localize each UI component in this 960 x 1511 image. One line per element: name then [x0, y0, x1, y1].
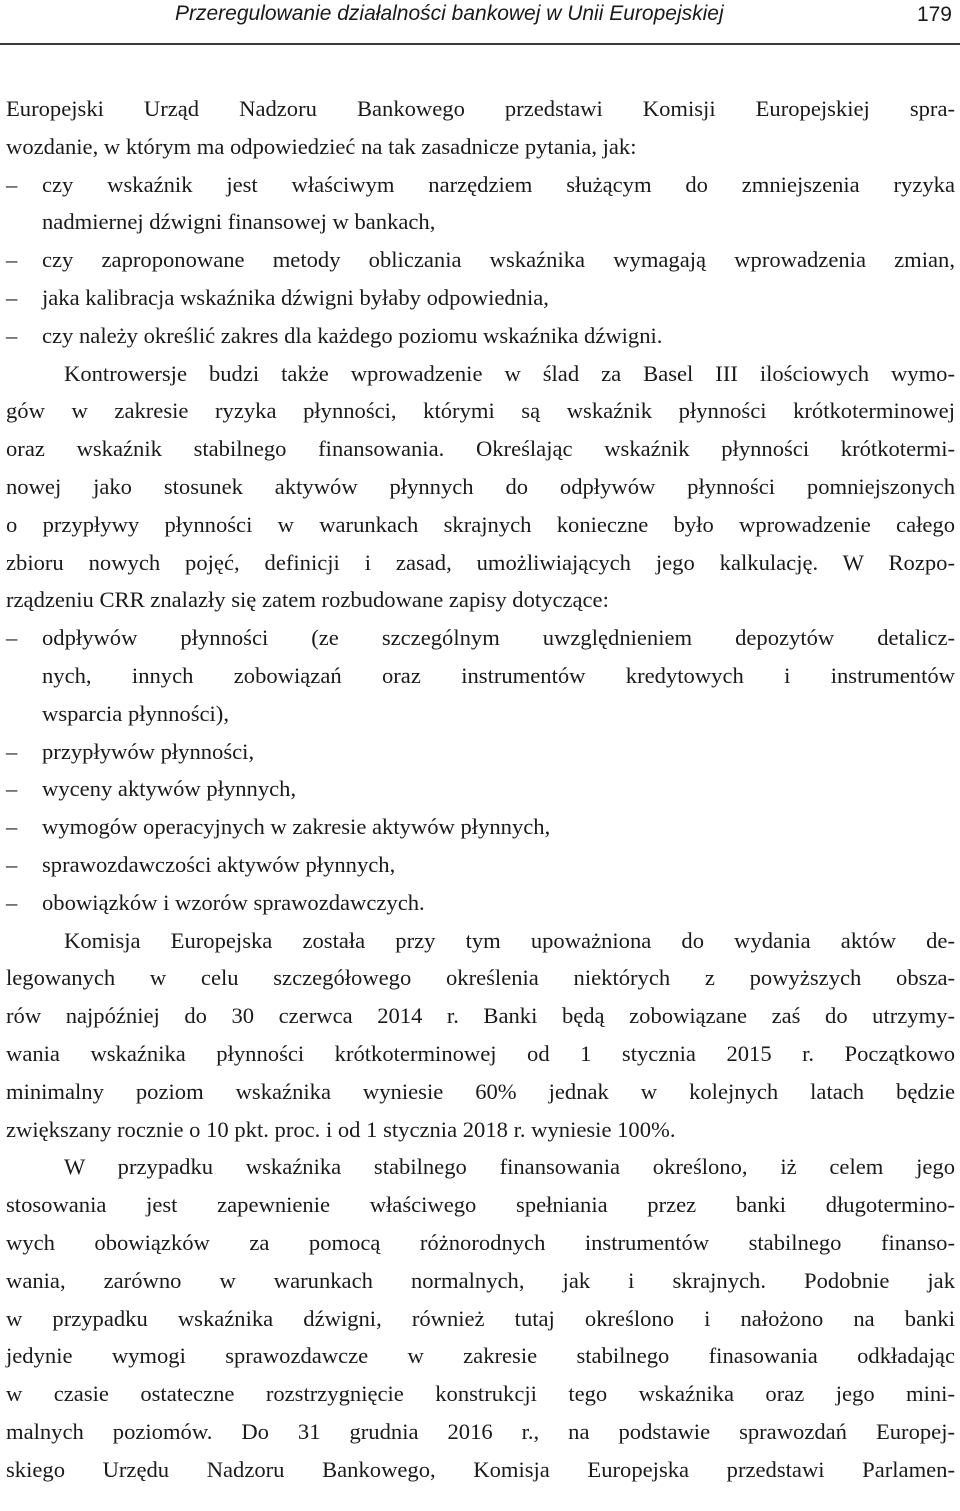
- list-item-text: wymogów operacyjnych w zakresie aktywów płynnych,: [42, 814, 551, 840]
- text-line: wozdanie, w którym ma odpowiedzieć na tak zasadnicze pytania, jak:: [6, 133, 637, 159]
- text-line: Kontrowersje budzi także wprowadzenie w ślad za Basel III ilościowych wymo-: [64, 360, 955, 386]
- list-item: [6, 317, 955, 355]
- text-line: zwiększany rocznie o 10 pkt. proc. i od 1 stycznia 2018 r. wyniesie 100%.: [6, 1116, 676, 1142]
- list-item-text: czy zaproponowane metody obliczania wskaźnika wymagają wprowadzenia zmian,: [42, 247, 955, 273]
- list-item: [6, 619, 955, 657]
- text-line: Europejski Urząd Nadzoru Bankowego przedstawi Komisji Europejskiej spra-: [6, 96, 955, 121]
- text-line: rządzeniu CRR znalazły się zatem rozbudowane zapisy dotyczące:: [6, 587, 609, 613]
- dash-bullet: –: [6, 171, 18, 197]
- header-rule: [0, 43, 960, 45]
- text-line: gów w zakresie ryzyka płynności, którymi są wskaźnik płynności krótkoterminowej: [6, 398, 955, 424]
- text-line: legowanych w celu szczegółowego określenia niektórych z powyższych obsza-: [6, 965, 955, 991]
- text-line: stosowania jest zapewnienie właściwego spełniania przez banki długotermino-: [6, 1192, 955, 1218]
- list-item: [6, 166, 955, 204]
- list-item: [6, 808, 955, 846]
- text-line: jedynie wymogi sprawozdawcze w zakresie stabilnego finasowania odkładając: [6, 1343, 955, 1369]
- list-item-text: wyceny aktywów płynnych,: [42, 776, 297, 802]
- text-line: w czasie ostateczne rozstrzygnięcie konstrukcji tego wskaźnika oraz jego mini-: [6, 1381, 955, 1407]
- list-item: [6, 279, 955, 317]
- running-title: Przeregulowanie działalności bankowej w Unii Europejskiej: [175, 2, 724, 25]
- dash-bullet: –: [6, 851, 18, 877]
- text-line: Komisja Europejska została przy tym upoważniona do wydania aktów de-: [64, 927, 955, 953]
- list-item-text: sprawozdawczości aktywów płynnych,: [42, 851, 396, 877]
- dash-bullet: –: [6, 625, 18, 651]
- dash-bullet: –: [6, 247, 18, 273]
- text-line: wania wskaźnika płynności krótkoterminowej od 1 stycznia 2015 r. Początkowo: [6, 1040, 955, 1066]
- dash-bullet: –: [6, 322, 18, 348]
- list-item: [6, 770, 955, 808]
- list-item-continuation: wsparcia płynności),: [42, 700, 229, 726]
- text-line: malnych poziomów. Do 31 grudnia 2016 r., na podstawie sprawozdań Europej-: [6, 1418, 955, 1444]
- list-item-text: czy wskaźnik jest właściwym narzędziem służącym do zmniejszenia ryzyka: [42, 171, 955, 197]
- text-line: minimalny poziom wskaźnika wyniesie 60% jednak w kolejnych latach będzie: [6, 1078, 955, 1104]
- list-item-text: czy należy określić zakres dla każdego poziomu wskaźnika dźwigni.: [42, 322, 663, 348]
- list-item-text: przypływów płynności,: [42, 738, 255, 764]
- list-item-continuation: nadmiernej dźwigni finansowej w bankach,: [42, 209, 436, 235]
- list-item: [6, 884, 955, 922]
- page-header: [0, 0, 960, 45]
- text-line: oraz wskaźnik stabilnego finansowania. Określając wskaźnik płynności krótkotermi-: [6, 436, 955, 462]
- text-line: zbioru nowych pojęć, definicji i zasad, umożliwiających jego kalkulację. W Rozpo-: [6, 549, 955, 575]
- dash-bullet: –: [6, 738, 18, 764]
- dash-bullet: –: [6, 284, 18, 310]
- text-line: rów najpóźniej do 30 czerwca 2014 r. Banki będą zobowiązane zaś do utrzymy-: [6, 1003, 955, 1029]
- list-item-text: jaka kalibracja wskaźnika dźwigni byłaby odpowiednia,: [42, 284, 549, 310]
- dash-bullet: –: [6, 889, 18, 915]
- text-line: wania, zarówno w warunkach normalnych, jak i skrajnych. Podobnie jak: [6, 1267, 955, 1293]
- list-item-text: odpływów płynności (ze szczególnym uwzględnieniem depozytów detalicz-: [42, 625, 955, 651]
- text-line: w przypadku wskaźnika dźwigni, również tutaj określono i nałożono na banki: [6, 1305, 955, 1331]
- text-line: W przypadku wskaźnika stabilnego finansowania określono, iż celem jego: [64, 1154, 955, 1180]
- list-item-text: obowiązków i wzorów sprawozdawczych.: [42, 889, 425, 915]
- list-item: [6, 733, 955, 771]
- dash-bullet: –: [6, 776, 18, 802]
- text-line: nowej jako stosunek aktywów płynnych do odpływów płynności pomniejszonych: [6, 473, 955, 499]
- text-line: skiego Urzędu Nadzoru Bankowego, Komisja Europejska przedstawi Parlamen-: [6, 1456, 955, 1482]
- text-line: o przypływy płynności w warunkach skrajnych konieczne było wprowadzenie całego: [6, 511, 955, 537]
- list-item-continuation: nych, innych zobowiązań oraz instrumentów kredytowych i instrumentów: [42, 662, 955, 688]
- list-item: [6, 241, 955, 279]
- list-item: [6, 846, 955, 884]
- page-number: 179: [916, 3, 952, 26]
- dash-bullet: –: [6, 814, 18, 840]
- text-line: wych obowiązków za pomocą różnorodnych instrumentów stabilnego finanso-: [6, 1229, 955, 1255]
- text-body: [6, 90, 955, 1488]
